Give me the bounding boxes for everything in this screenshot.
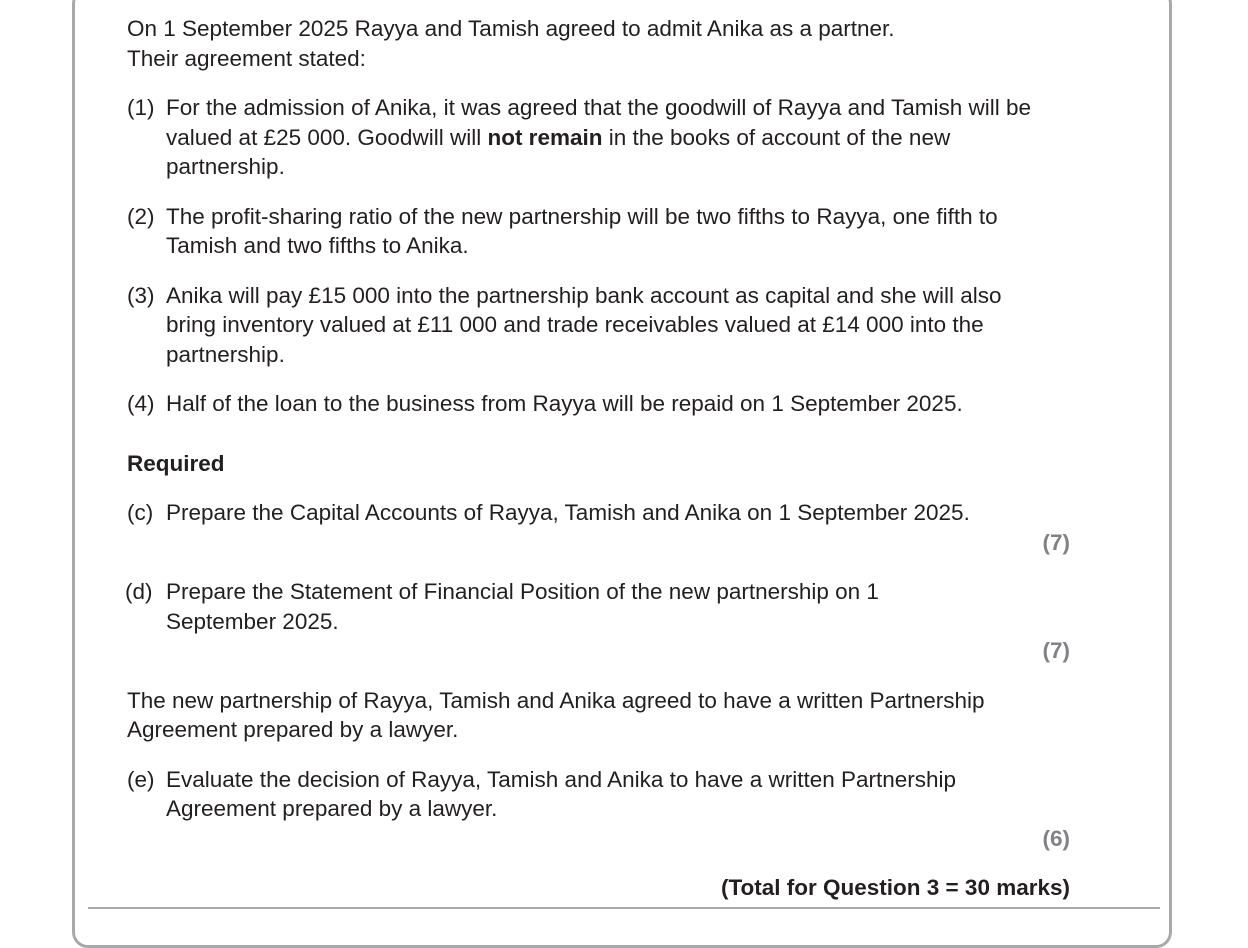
question-number: (d) [125,579,153,604]
question-d [127,577,1077,636]
intro-line-1: On 1 September 2025 Rayya and Tamish agreed to admit Anika as a partner. [127,16,895,41]
question-text: Evaluate the decision of Rayya, Tamish and Anika to have a written Partnership Agreement prepared by a lawyer. [166,766,957,821]
term-3 [127,281,1077,370]
required-heading: Required [127,450,225,476]
marks-label: (7) [1042,529,1070,555]
term-text: Half of the loan to the business from Rayya will be repaid on 1 September 2025. [166,391,963,416]
question-c [127,498,1077,528]
term-number: (4) [127,391,155,416]
question-text: Prepare the Statement of Financial Position of the new partnership on 1 September 2025. [166,579,879,634]
intro-line-2: Their agreement stated: [127,45,366,71]
term-2 [127,202,1077,261]
term-text-part: in the books of account of the new partnership. [166,124,951,179]
term-number: (2) [127,203,155,229]
context-paragraph: The new partnership of Rayya, Tamish and Anika agreed to have a written Partnership Agreement prepared by a lawyer. [127,687,985,742]
question-e [127,765,1077,824]
question-content [127,14,1077,903]
question-number: (c) [127,500,154,525]
question-total: (Total for Question 3 = 30 marks) [720,875,1070,900]
term-4 [127,389,1077,419]
term-text: The profit-sharing ratio of the new partnership will be two fifths to Rayya, one fifth to Tamish and two fifths to Anika. [166,203,998,258]
term-bold-text: not remain [487,124,603,150]
marks-label: (6) [1042,825,1070,851]
term-text: Anika will pay £15 000 into the partnership bank account as capital and she will also bring inventory valued at £11 000 and trade receivables valued at £14 000 into the partnership. [166,282,1002,367]
term-number: (1) [127,95,155,120]
bottom-rule [88,907,1160,909]
term-number: (3) [127,282,155,308]
term-1 [127,93,1077,182]
question-text: Prepare the Capital Accounts of Rayya, Tamish and Anika on 1 September 2025. [166,500,970,525]
term-text-part: For the admission of Anika, it was agreed that the goodwill of Rayya and Tamish will be valued at £25 000. Goodwill will [166,95,1032,150]
question-number: (e) [127,766,155,792]
term-text [166,93,1046,182]
marks-label: (7) [1042,638,1070,663]
